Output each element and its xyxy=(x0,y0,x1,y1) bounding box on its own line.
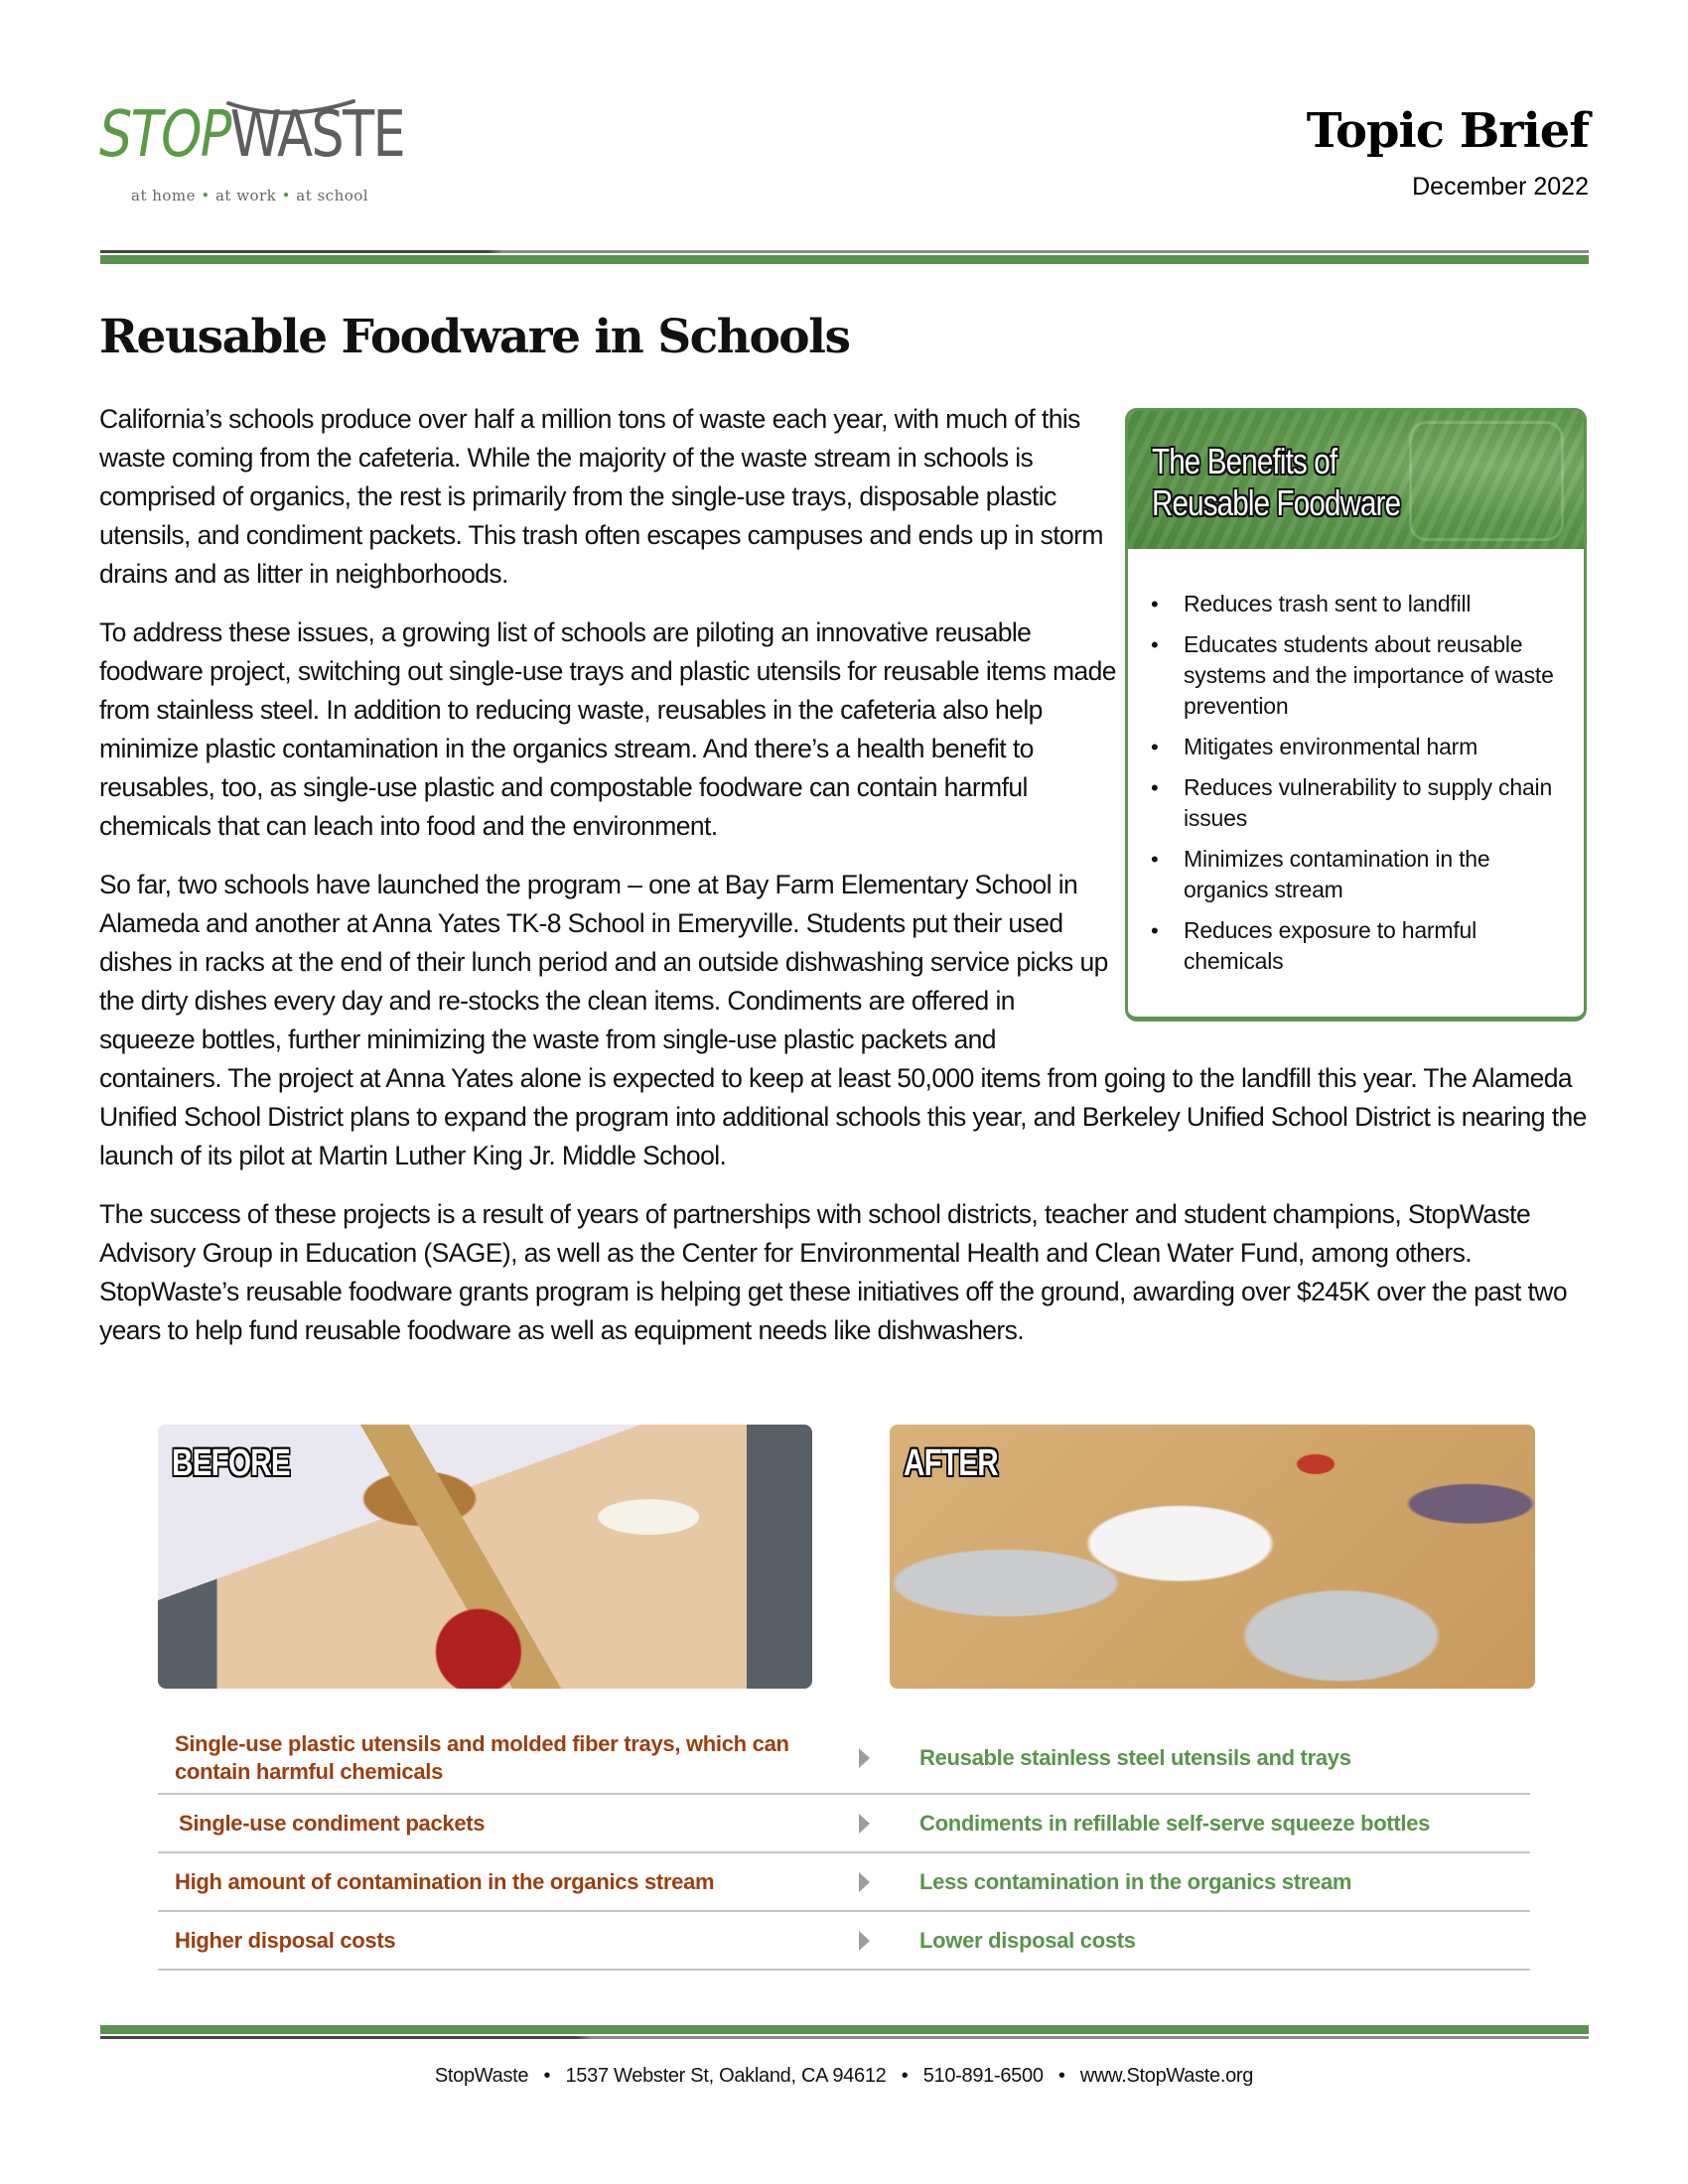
stopwaste-logo xyxy=(99,95,405,210)
tagline-work: at work xyxy=(214,187,277,205)
triangle-right-icon xyxy=(859,1931,870,1951)
page-title: Reusable Foodware in Schools xyxy=(99,310,850,364)
benefit-text: Minimizes contamination in the organics stream xyxy=(1184,846,1490,902)
comparison-row xyxy=(158,1795,1530,1853)
comparison-row xyxy=(158,1912,1530,1971)
triangle-right-icon xyxy=(859,1748,870,1768)
logo-waste: WASTE xyxy=(229,98,405,172)
bullet-icon: • xyxy=(1151,918,1159,943)
benefit-item xyxy=(1151,629,1554,722)
footer-contact xyxy=(0,2065,1688,2088)
before-photo xyxy=(158,1425,812,1689)
header-divider-green xyxy=(100,255,1589,264)
benefit-text: Mitigates environmental harm xyxy=(1184,734,1478,759)
benefit-item xyxy=(1151,589,1554,619)
comparison-row xyxy=(158,1722,1530,1795)
tagline-dot-icon: • xyxy=(201,187,211,205)
benefits-header-image xyxy=(1128,411,1584,549)
paragraph-3: So far, two schools have launched the program – one at Bay Farm Elementary School in Alameda and another at Anna Yates TK-8 School in Emeryville. Students put their used dishes in racks at the end of their lunch period and an outside dishwashing service picks up the dirty dishes every day and re-stocks the clean items. Condiments are offered in squeeze bottles, further minimizing the waste from single-use plastic packets and containers. The project at Anna Yates alone is expected to keep at least 50,000 items from going to the landfill this year. The Alameda Unified School District plans to expand the program into additional schools this year, and Berkeley Unified School District is nearing the launch of its pilot at Martin Luther King Jr. Middle School. xyxy=(99,870,1587,1170)
benefit-item xyxy=(1151,732,1554,762)
footer-address: 1537 Webster St, Oakland, CA 94612 xyxy=(565,2065,887,2087)
footer-phone: 510-891-6500 xyxy=(922,2065,1044,2087)
paragraph-4: The success of these projects is a result of years of partnerships with school districts, teacher and student champions, StopWaste Advisory Group in Education (SAGE), as well as the Center for Environmental Health and Clean Water Fund, among others. StopWaste’s reusable foodware grants program is helping get these initiatives off the ground, awarding over $245K over the past two years to help fund reusable foodware as well as equipment needs like dishwashers. xyxy=(99,1199,1567,1345)
bullet-icon: • xyxy=(1151,632,1159,657)
comparison-row xyxy=(158,1853,1530,1912)
paragraph-1: California’s schools produce over half a million tons of waste each year, with much of this waste coming from the cafeteria. While the majority of the waste stream in schools is comprised of organics, the rest is primarily from the single-use trays, disposable plastic utensils, and condiment packets. This trash often escapes campuses and ends up in storm drains and as litter in neighborhoods. xyxy=(99,404,1103,589)
benefits-title-line-1: The Benefits of xyxy=(1152,441,1337,481)
benefits-title xyxy=(1152,441,1400,524)
bullet-icon: • xyxy=(1151,847,1159,872)
after-cell: Condiments in refillable self-serve squeeze bottles xyxy=(919,1810,1431,1836)
footer-org: StopWaste xyxy=(434,2065,529,2087)
separator-dot-icon: • xyxy=(1057,2065,1065,2087)
paragraph-2: To address these issues, a growing list of schools are piloting an innovative reusable foodware project, switching out single-use trays and plastic utensils for reusable items made from stainless steel. In addition to reducing waste, reusables in the cafeteria also help minimize plastic contamination in the organics stream. And there’s a health benefit to reusables, too, as single-use plastic and compostable foodware can contain harmful chemicals that can leach into food and the environment. xyxy=(99,617,1116,841)
after-cell: Reusable stainless steel utensils and trays xyxy=(919,1744,1351,1770)
separator-dot-icon: • xyxy=(901,2065,909,2087)
footer-divider-green xyxy=(100,2025,1589,2034)
logo-wordmark xyxy=(99,95,404,175)
before-cell: Higher disposal costs xyxy=(175,1927,396,1953)
benefit-text: Reduces trash sent to landfill xyxy=(1184,591,1472,616)
document-type: Topic Brief xyxy=(1306,103,1589,159)
benefits-sidebar xyxy=(1125,408,1587,1022)
benefit-text: Reduces vulnerability to supply chain issues xyxy=(1184,774,1553,831)
triangle-right-icon xyxy=(859,1872,870,1892)
logo-tagline xyxy=(131,187,368,205)
bullet-icon: • xyxy=(1151,735,1159,759)
footer-website-link[interactable]: www.StopWaste.org xyxy=(1079,2065,1254,2087)
after-photo-label: AFTER xyxy=(904,1442,998,1484)
benefits-title-line-2: Reusable Foodware xyxy=(1152,482,1401,523)
after-cell: Less contamination in the organics stream xyxy=(919,1868,1352,1894)
benefit-item xyxy=(1151,915,1554,977)
separator-dot-icon: • xyxy=(543,2065,551,2087)
tagline-dot-icon: • xyxy=(281,187,291,205)
after-photo xyxy=(890,1425,1535,1689)
document-date: December 2022 xyxy=(1412,173,1589,201)
after-cell: Lower disposal costs xyxy=(919,1927,1136,1953)
benefits-list xyxy=(1128,549,1584,977)
footer-divider-thin xyxy=(100,2036,1589,2039)
tagline-school: at school xyxy=(296,187,369,205)
comparison-table xyxy=(158,1722,1530,1971)
tray-graphic-icon xyxy=(1409,421,1564,541)
logo-stop: STOP xyxy=(99,98,230,172)
benefit-text: Educates students about reusable systems and the importance of waste prevention xyxy=(1184,631,1554,719)
before-cell: Single-use condiment packets xyxy=(179,1810,486,1836)
triangle-right-icon xyxy=(859,1814,870,1834)
before-photo-label: BEFORE xyxy=(172,1442,290,1484)
before-cell: Single-use plastic utensils and molded fiber trays, which can contain harmful chemicals xyxy=(175,1730,789,1784)
bullet-icon: • xyxy=(1151,592,1159,616)
benefit-text: Reduces exposure to harmful chemicals xyxy=(1184,917,1477,974)
before-cell: High amount of contamination in the organics stream xyxy=(175,1868,715,1894)
tagline-home: at home xyxy=(131,187,197,205)
header-divider-thin xyxy=(100,250,1589,253)
bullet-icon: • xyxy=(1151,775,1159,800)
benefit-item xyxy=(1151,772,1554,834)
benefit-item xyxy=(1151,844,1554,905)
